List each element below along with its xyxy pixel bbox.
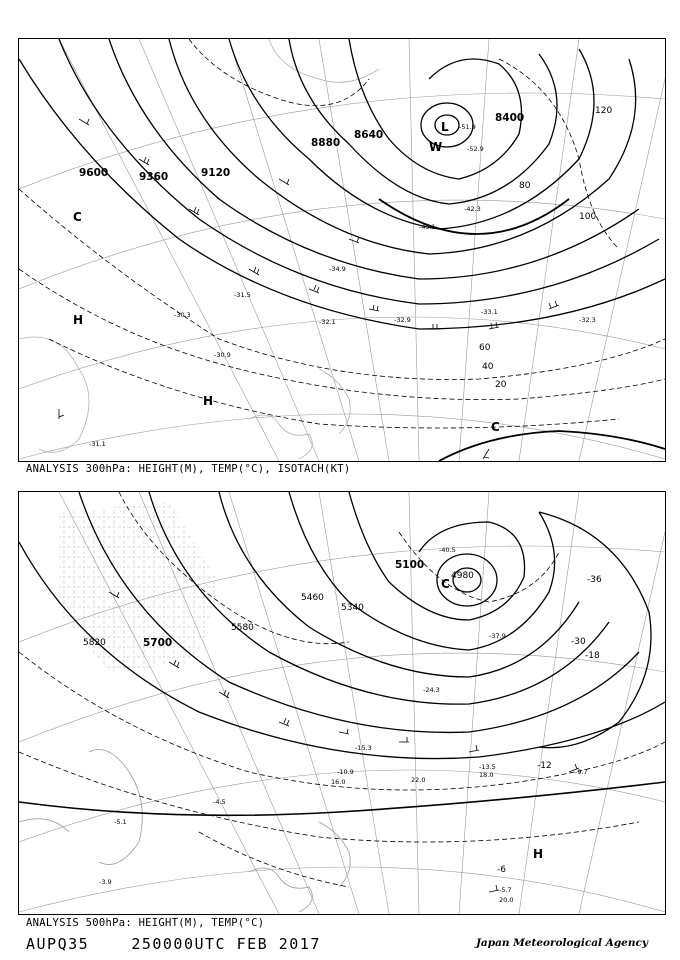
station-value: 20.0	[499, 896, 514, 904]
cold-center: C	[441, 577, 450, 591]
height-label: 5580	[231, 623, 254, 633]
temperature-value: -42.3	[464, 205, 481, 213]
station-value: 22.0	[411, 776, 426, 784]
height-label: 8880	[311, 137, 341, 149]
height-label: 9120	[201, 167, 231, 179]
height-label: 8640	[354, 129, 384, 141]
chart-identifier	[26, 935, 321, 953]
temperature-value: -31.5	[234, 291, 251, 299]
height-label: 5340	[341, 603, 364, 613]
height-label: 4980	[451, 571, 474, 581]
isotherm-label: -36	[587, 575, 602, 585]
temperature-isotherms	[19, 39, 665, 428]
temperature-value: -32.1	[319, 318, 336, 326]
isotherm-labels	[497, 575, 602, 875]
chart-300hpa-map	[19, 39, 665, 461]
temperature-value: -32.3	[579, 316, 596, 324]
station-value: -37.9	[489, 632, 506, 640]
height-label: 5700	[143, 637, 173, 649]
station-value: -10.9	[337, 768, 354, 776]
chart-300hpa-caption: ANALYSIS 300hPa: HEIGHT(M), TEMP(°C), ISOTACH(KT)	[26, 463, 351, 475]
height-labels	[79, 112, 524, 183]
chart-500hpa-map	[19, 492, 665, 914]
temperature-value: -32.9	[394, 316, 411, 324]
station-value: -9.7	[575, 768, 588, 776]
chart-500hpa	[18, 491, 666, 915]
valid-time: 250000UTC FEB 2017	[131, 935, 321, 953]
station-value: -5.7	[499, 886, 512, 894]
agency-name: Japan Meteorological Agency	[475, 937, 648, 949]
station-value: -5.1	[114, 818, 127, 826]
isotach-label: 100	[579, 212, 597, 222]
height-label: 5820	[83, 638, 106, 648]
high-center: H	[533, 847, 544, 861]
coastline	[19, 750, 350, 913]
isotach-label: 40	[482, 362, 494, 372]
isotherm-label: -12	[537, 761, 552, 771]
chart-code: AUPQ35	[26, 935, 90, 953]
height-contours	[19, 39, 665, 461]
temperature-value: -31.1	[89, 440, 106, 448]
chart-300hpa	[18, 38, 666, 462]
height-label: 9360	[139, 171, 169, 183]
high-center: H	[203, 394, 214, 408]
low-center: L	[441, 120, 449, 134]
high-center: H	[73, 313, 84, 327]
chart-500hpa-caption: ANALYSIS 500hPa: HEIGHT(M), TEMP(°C)	[26, 917, 265, 929]
isotach-label: 80	[519, 181, 531, 191]
station-value: -15.3	[355, 744, 372, 752]
isotherm-label: -18	[585, 651, 600, 661]
pressure-systems	[73, 120, 500, 434]
height-label: 5100	[395, 559, 425, 571]
station-value: 16.0	[331, 778, 346, 786]
temperature-value: -51.9	[459, 123, 476, 131]
station-value: -13.5	[479, 763, 496, 771]
cold-center: C	[491, 420, 500, 434]
station-value: -4.5	[213, 798, 226, 806]
graticule	[19, 39, 665, 461]
cold-center: C	[73, 210, 82, 224]
isotach-label: 60	[479, 343, 491, 353]
warm-center: W	[429, 140, 443, 154]
coastline	[19, 39, 379, 459]
station-value: -40.5	[439, 546, 456, 554]
isotach-label: 120	[595, 106, 613, 116]
temperature-value: -33.1	[481, 308, 498, 316]
temperature-value: -30.9	[214, 351, 231, 359]
temperature-value: -30.3	[174, 311, 191, 319]
station-value: -24.3	[423, 686, 440, 694]
temperature-value: -34.9	[329, 265, 346, 273]
station-value: -3.9	[99, 878, 112, 886]
temperature-value: -52.9	[467, 145, 484, 153]
temperature-value: -49.1	[419, 223, 436, 231]
height-label: 5460	[301, 593, 324, 603]
isotach-label: 20	[495, 380, 507, 390]
station-value: 18.0	[479, 771, 494, 779]
height-label: 8400	[495, 112, 525, 124]
wind-barbs	[59, 119, 559, 459]
height-label: 9600	[79, 167, 109, 179]
isotherm-label: -30	[571, 637, 586, 647]
isotherm-label: -6	[497, 865, 506, 875]
